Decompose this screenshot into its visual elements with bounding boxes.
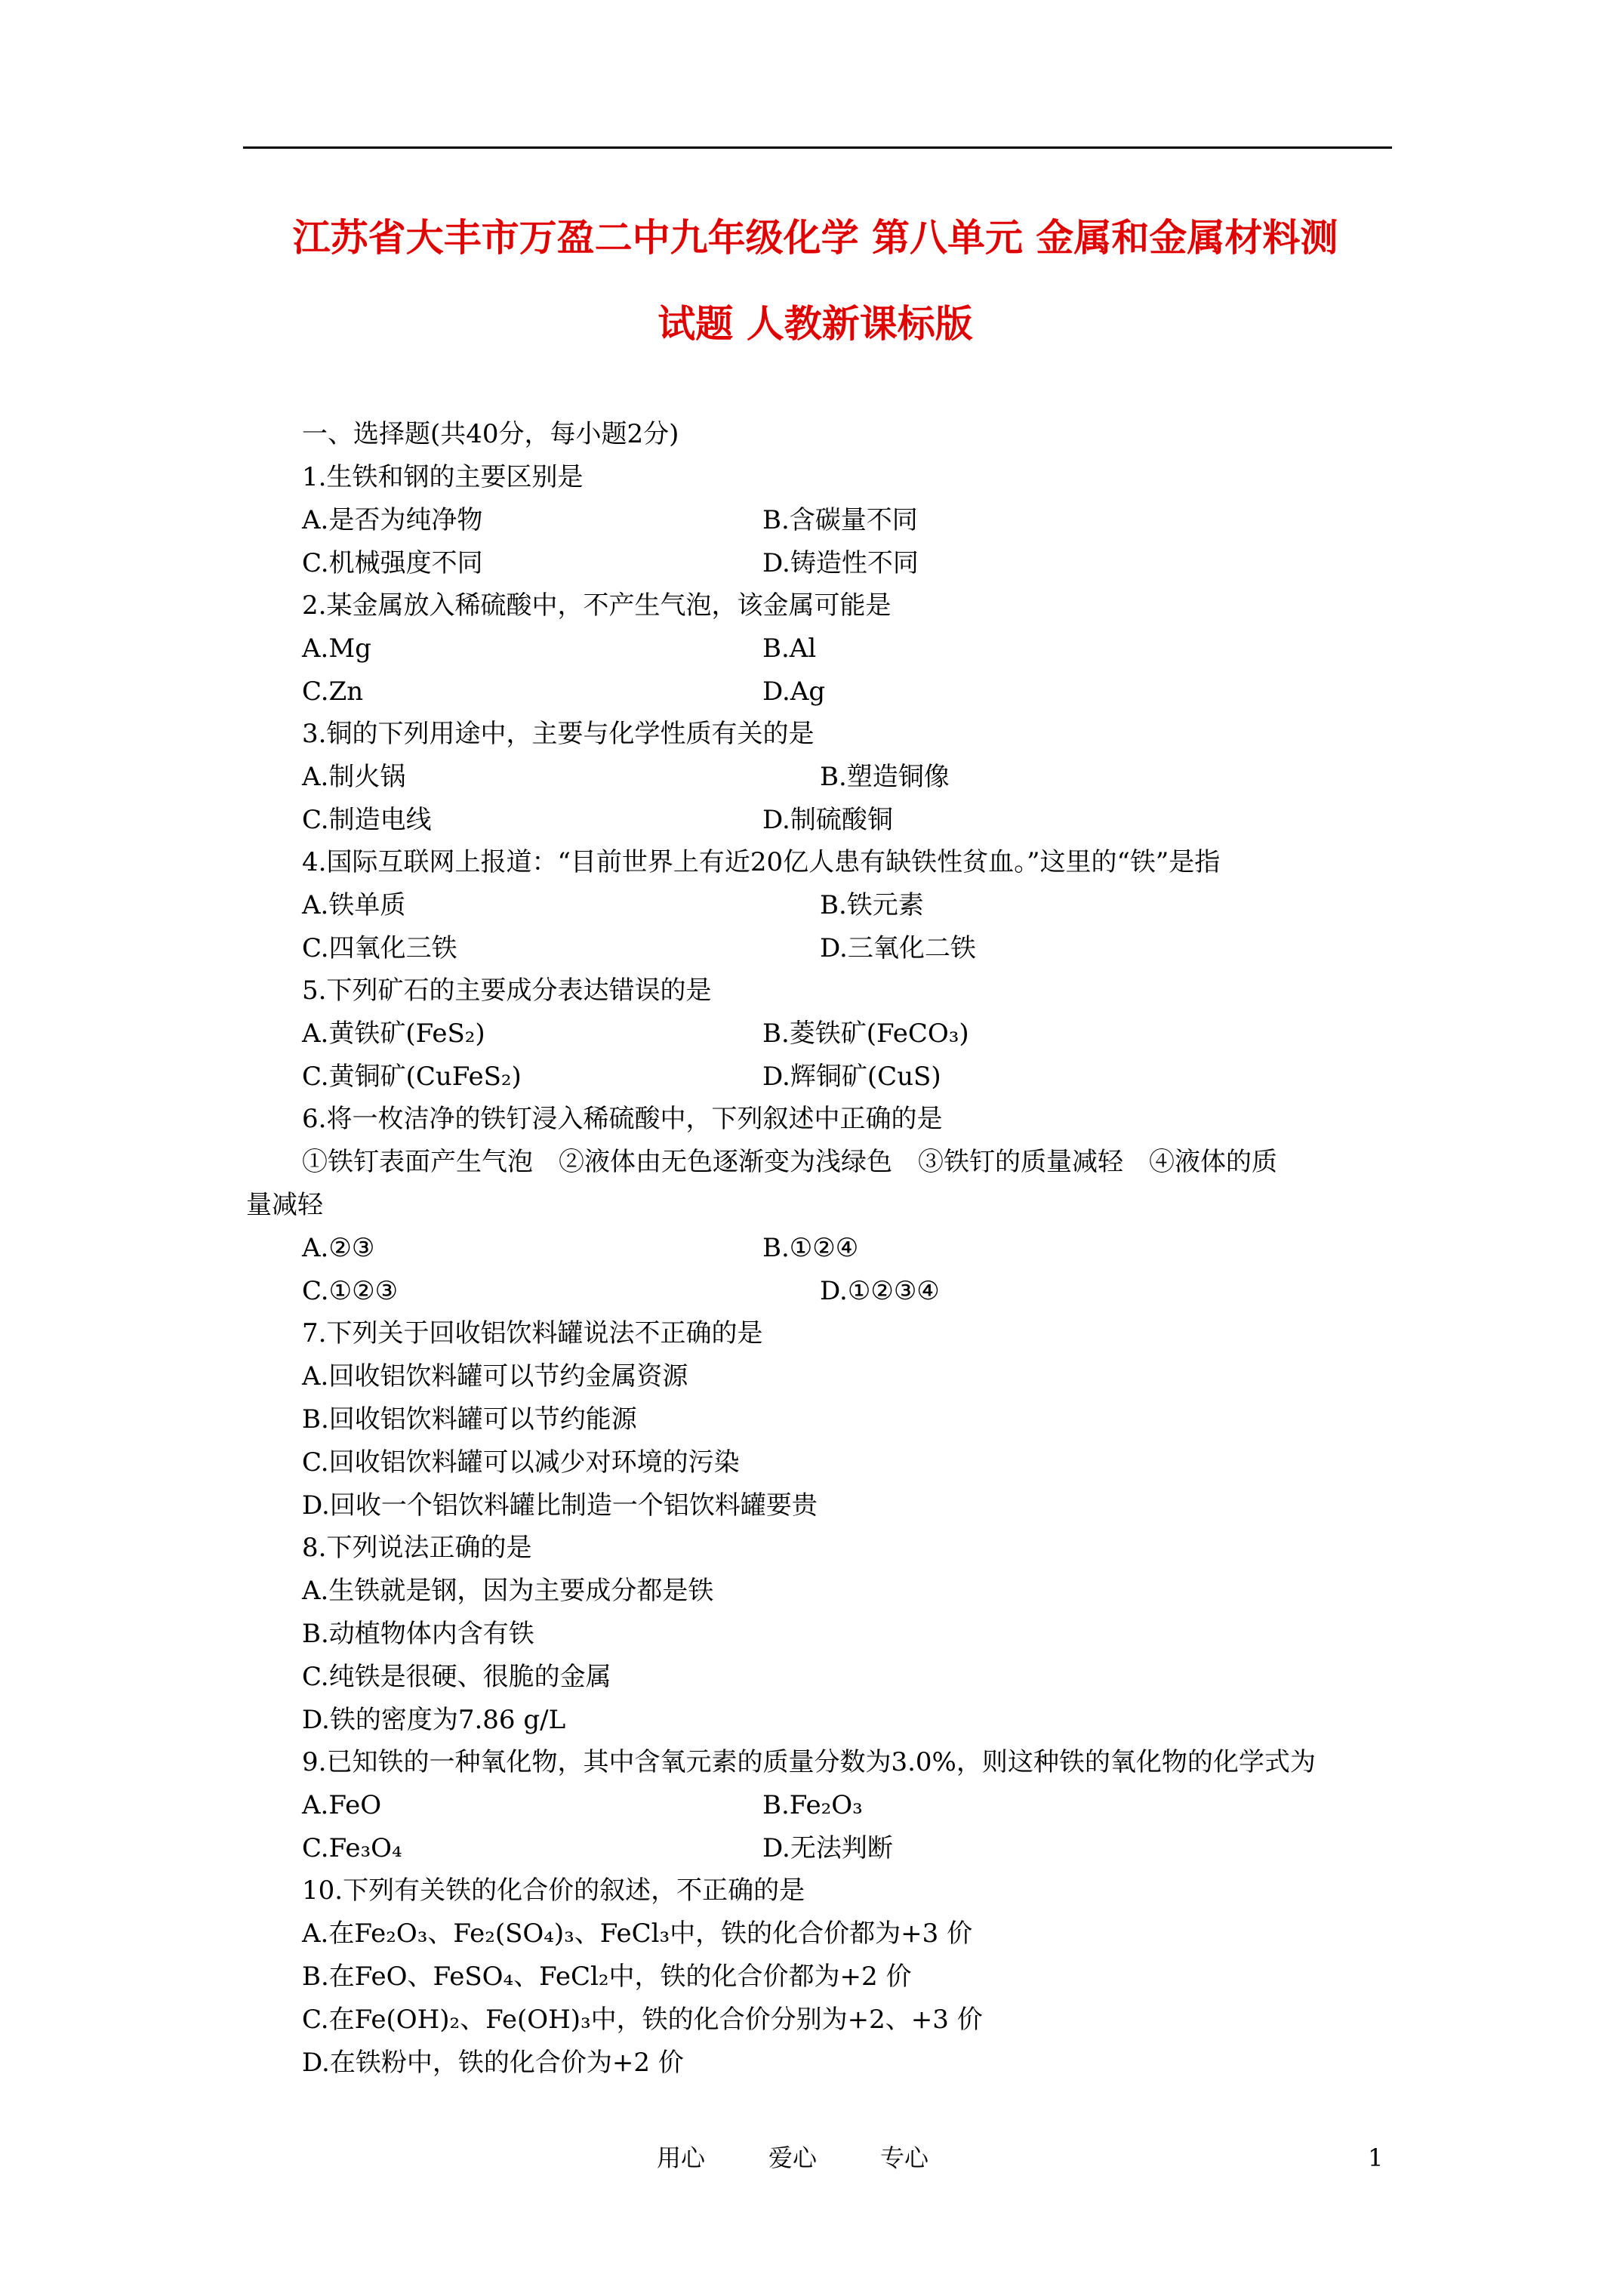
question-4-option-a: A.铁单质 bbox=[302, 890, 406, 920]
question-2-option-d: D.Ag bbox=[762, 676, 826, 707]
question-10-option-c: C.在Fe(OH)₂、Fe(OH)₃中，铁的化合价分别为+2、+3 价 bbox=[302, 2005, 983, 2035]
question-4-option-d: D.三氧化二铁 bbox=[820, 933, 976, 963]
question-3-option-b: B.塑造铜像 bbox=[820, 762, 950, 792]
question-8-option-c: C.纯铁是很硬、很脆的金属 bbox=[302, 1662, 611, 1692]
question-3-option-c: C.制造电线 bbox=[302, 805, 432, 835]
question-5-stem: 5.下列矿石的主要成分表达错误的是 bbox=[302, 975, 712, 1006]
question-9-option-d: D.无法判断 bbox=[762, 1833, 893, 1863]
question-8-option-b: B.动植物体内含有铁 bbox=[302, 1619, 534, 1649]
question-6-stem: 6.将一枚洁净的铁钉浸入稀硫酸中，下列叙述中正确的是 bbox=[302, 1104, 943, 1134]
question-10-stem: 10.下列有关铁的化合价的叙述，不正确的是 bbox=[302, 1875, 805, 1906]
question-9-stem: 9.已知铁的一种氧化物，其中含氧元素的质量分数为3.0%，则这种铁的氧化物的化学式为 bbox=[302, 1747, 1316, 1777]
question-6-option-a: A.②③ bbox=[302, 1233, 375, 1263]
question-2-option-c: C.Zn bbox=[302, 676, 364, 707]
question-7-option-c: C.回收铝饮料罐可以减少对环境的污染 bbox=[302, 1447, 740, 1478]
question-2-stem: 2.某金属放入稀硫酸中，不产生气泡，该金属可能是 bbox=[302, 590, 892, 621]
question-7-option-b: B.回收铝饮料罐可以节约能源 bbox=[302, 1404, 637, 1435]
question-1-stem: 1.生铁和钢的主要区别是 bbox=[302, 462, 584, 492]
question-1-option-d: D.铸造性不同 bbox=[762, 548, 919, 578]
question-6-statements-continued: 量减轻 bbox=[246, 1190, 323, 1220]
question-7-option-a: A.回收铝饮料罐可以节约金属资源 bbox=[302, 1361, 688, 1391]
question-3-option-a: A.制火锅 bbox=[302, 762, 406, 792]
question-5-option-a: A.黄铁矿(FeS₂) bbox=[302, 1019, 485, 1049]
footer-motto-1: 用心 bbox=[657, 2143, 706, 2172]
question-9-option-b: B.Fe₂O₃ bbox=[762, 1790, 863, 1820]
question-6-option-b: B.①②④ bbox=[762, 1233, 859, 1263]
question-1-option-c: C.机械强度不同 bbox=[302, 548, 483, 578]
document-title-line-2: 试题 人教新课标版 bbox=[658, 301, 973, 346]
question-5-option-b: B.菱铁矿(FeCO₃) bbox=[762, 1019, 969, 1049]
question-4-stem: 4.国际互联网上报道：“目前世界上有近20亿人患有缺铁性贫血。”这里的“铁”是指 bbox=[302, 847, 1221, 877]
question-6-statements: ①铁钉表面产生气泡 ②液体由无色逐渐变为浅绿色 ③铁钉的质量减轻 ④液体的质 bbox=[302, 1147, 1277, 1177]
page-number: 1 bbox=[1368, 2143, 1384, 2172]
footer-motto-3: 专心 bbox=[880, 2143, 929, 2172]
question-4-option-b: B.铁元素 bbox=[820, 890, 924, 920]
footer-motto-2: 爱心 bbox=[768, 2143, 818, 2172]
question-5-option-d: D.辉铜矿(CuS) bbox=[762, 1062, 941, 1092]
question-5-option-c: C.黄铜矿(CuFeS₂) bbox=[302, 1062, 522, 1092]
question-1-option-a: A.是否为纯净物 bbox=[302, 505, 483, 535]
question-2-option-b: B.Al bbox=[762, 633, 817, 664]
question-9-option-c: C.Fe₃O₄ bbox=[302, 1833, 402, 1863]
question-10-option-d: D.在铁粉中，铁的化合价为+2 价 bbox=[302, 2048, 684, 2078]
question-3-stem: 3.铜的下列用途中，主要与化学性质有关的是 bbox=[302, 719, 815, 749]
section-heading: 一、选择题(共40分，每小题2分) bbox=[302, 419, 679, 449]
question-10-option-a: A.在Fe₂O₃、Fe₂(SO₄)₃、FeCl₃中，铁的化合价都为+3 价 bbox=[302, 1918, 973, 1949]
question-8-stem: 8.下列说法正确的是 bbox=[302, 1533, 532, 1563]
question-7-option-d: D.回收一个铝饮料罐比制造一个铝饮料罐要贵 bbox=[302, 1490, 818, 1521]
question-2-option-a: A.Mg bbox=[302, 633, 371, 664]
question-10-option-b: B.在FeO、FeSO₄、FeCl₂中，铁的化合价都为+2 价 bbox=[302, 1962, 912, 1992]
header-rule bbox=[243, 146, 1392, 149]
question-6-option-d: D.①②③④ bbox=[820, 1276, 940, 1306]
question-4-option-c: C.四氧化三铁 bbox=[302, 933, 457, 963]
question-7-stem: 7.下列关于回收铝饮料罐说法不正确的是 bbox=[302, 1318, 763, 1348]
question-3-option-d: D.制硫酸铜 bbox=[762, 805, 893, 835]
question-1-option-b: B.含碳量不同 bbox=[762, 505, 918, 535]
question-8-option-d: D.铁的密度为7.86 g/L bbox=[302, 1705, 566, 1735]
question-8-option-a: A.生铁就是钢，因为主要成分都是铁 bbox=[302, 1576, 714, 1606]
question-9-option-a: A.FeO bbox=[302, 1790, 382, 1820]
question-6-option-c: C.①②③ bbox=[302, 1276, 399, 1306]
document-title-line-1: 江苏省大丰市万盈二中九年级化学 第八单元 金属和金属材料测 bbox=[292, 215, 1338, 260]
